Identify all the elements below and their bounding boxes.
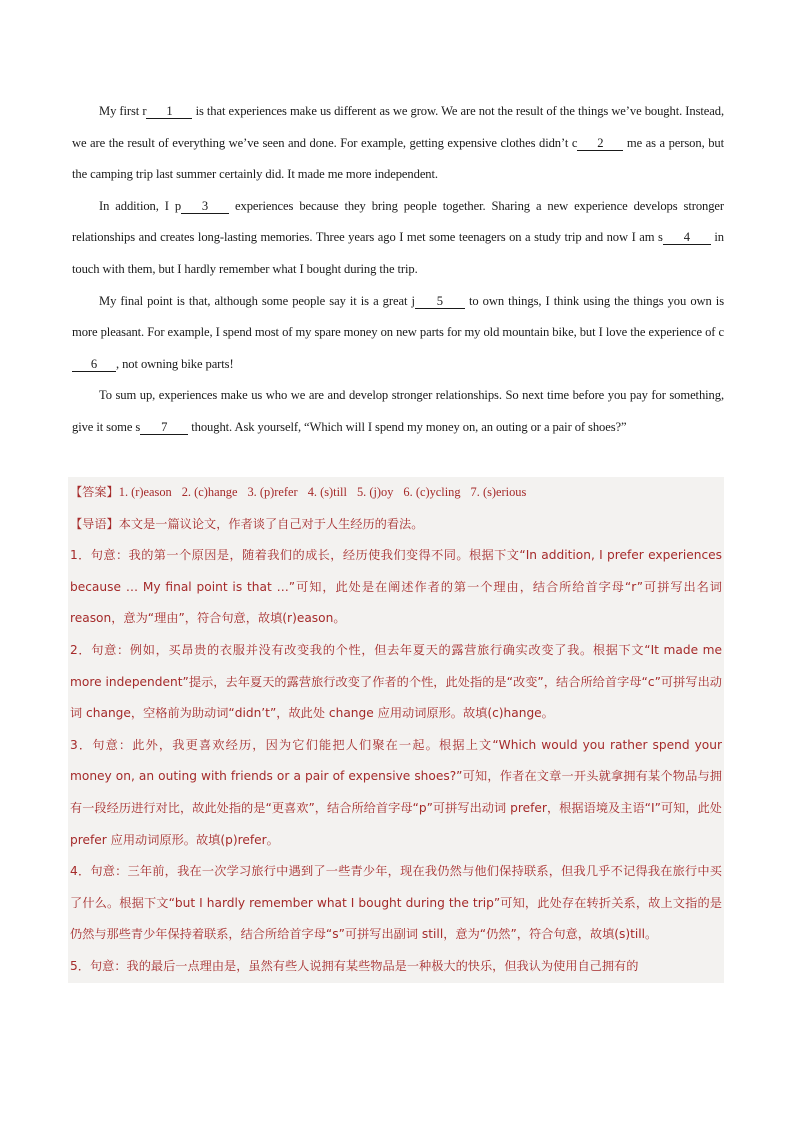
answer-6: 6. (c)ycling	[403, 485, 461, 499]
text-run: is that experiences make us different as we grow. We are not the result of the things we’ve bought. Instead, we are the result of everything we’ve seen and done. For example, getting expensive clothes didn’t c	[72, 104, 724, 150]
answer-2: 2. (c)hange	[181, 485, 238, 499]
answer-3: 3. (p)refer	[247, 485, 298, 499]
answer-7: 7. (s)erious	[470, 485, 527, 499]
text-run: in touch with them, but I hardly remember what I bought during the trip.	[72, 230, 724, 276]
paragraph-1	[72, 96, 724, 191]
paragraph-4	[72, 380, 724, 443]
guide-text: 本文是一篇议论文，作者谈了自己对于人生经历的看法。	[118, 516, 424, 531]
explanation-4: 4．句意：三年前，我在一次学习旅行中遇到了一些青少年，现在我仍然与他们保持联系，但我几乎不记得我在旅行中买了什么。根据下文“but I hardly remember what I bought during the trip”可知，此处存在转折关系，故上文指的是仍然与那些青少年保持着联系，结合所给首字母“s”可拼写出副词 still，意为“仍然”，符合句意，故填(s)till。	[70, 864, 722, 942]
text-run: My final point is that, although some people say it is a great j	[99, 293, 415, 308]
text-run: thought. Ask yourself, “Which will I spend my money on, an outing or a pair of shoes?”	[188, 419, 627, 434]
passage	[72, 96, 724, 444]
answer-5: 5. (j)oy	[356, 485, 394, 499]
explanation-3: 3．句意：此外，我更喜欢经历，因为它们能把人们聚在一起。根据上文“Which would you rather spend your money on, an outing with friends or a pair of expensive shoes?”可知，作者在文章一开头就拿拥有某个物品与拥有一段经历进行对比，故此处指的是“更喜欢”，结合所给首字母“p”可拼写出动词 prefer，根据语境及主语“I”可知，此处 prefer 应用动词原形。故填(p)refer。	[70, 737, 722, 847]
explanation-1: 1．句意：我的第一个原因是，随着我们的成长，经历使我们变得不同。根据下文“In addition, I prefer experiences because … My final point is that …”可知，此处是在阐述作者的第一个理由，结合所给首字母“r”可拼写出名词 reason，意为“理由”，符合句意，故填(r)eason。	[70, 548, 722, 626]
text-run: me as a person, but the camping trip last summer certainly did. It made me more independent.	[72, 135, 724, 182]
guide-line	[70, 509, 722, 541]
explanation-2: 2．句意：例如，买昂贵的衣服并没有改变我的个性，但去年夏天的露营旅行确实改变了我。根据下文“It made me more independent”提示，去年夏天的露营旅行改变了作者的个性，此处指的是“改变”，结合所给首字母“c”可拼写出动词 change，空格前为助动词“didn’t”，故此处 change 应用动词原形。故填(c)hange。	[70, 642, 722, 721]
text-run: , not owning bike parts!	[116, 356, 234, 371]
text-run: My first r	[99, 104, 147, 118]
blank-2: 2	[577, 136, 623, 151]
blank-4: 4	[663, 230, 711, 245]
text-run: to own things, I think using the things you own is more pleasant. For example, I spend most of my spare money on new parts for my old mountain bike, but I love the experience of c	[72, 293, 725, 340]
guide-tag: 【导语】	[70, 516, 119, 531]
answer-4: 4. (s)till	[307, 485, 347, 499]
answer-1: 1. (r)eason	[118, 485, 172, 499]
blank-5: 5	[415, 294, 465, 309]
explanation-5: 5．句意：我的最后一点理由是，虽然有些人说拥有某些物品是一种极大的快乐，但我认为使用自己拥有的	[70, 958, 639, 973]
text-run: experiences because they bring people together. Sharing a new experience develops stronger relationships and creates long-lasting memories. Three years ago I met some teenagers on a study trip and now I am s	[72, 198, 724, 245]
blank-7: 7	[140, 420, 188, 435]
paragraph-2	[72, 191, 724, 286]
paragraph-3	[72, 286, 724, 381]
text-run: In addition, I p	[99, 198, 182, 213]
blank-3: 3	[181, 199, 229, 214]
answer-line	[70, 477, 722, 509]
answer-tag: 【答案】	[70, 485, 119, 499]
blank-6: 6	[72, 357, 116, 372]
blank-1: 1	[146, 104, 192, 119]
answer-analysis	[68, 477, 724, 983]
text-run: To sum up, experiences make us who we are and develop stronger relationships. So next time before you pay for something, give it some s	[72, 388, 724, 434]
